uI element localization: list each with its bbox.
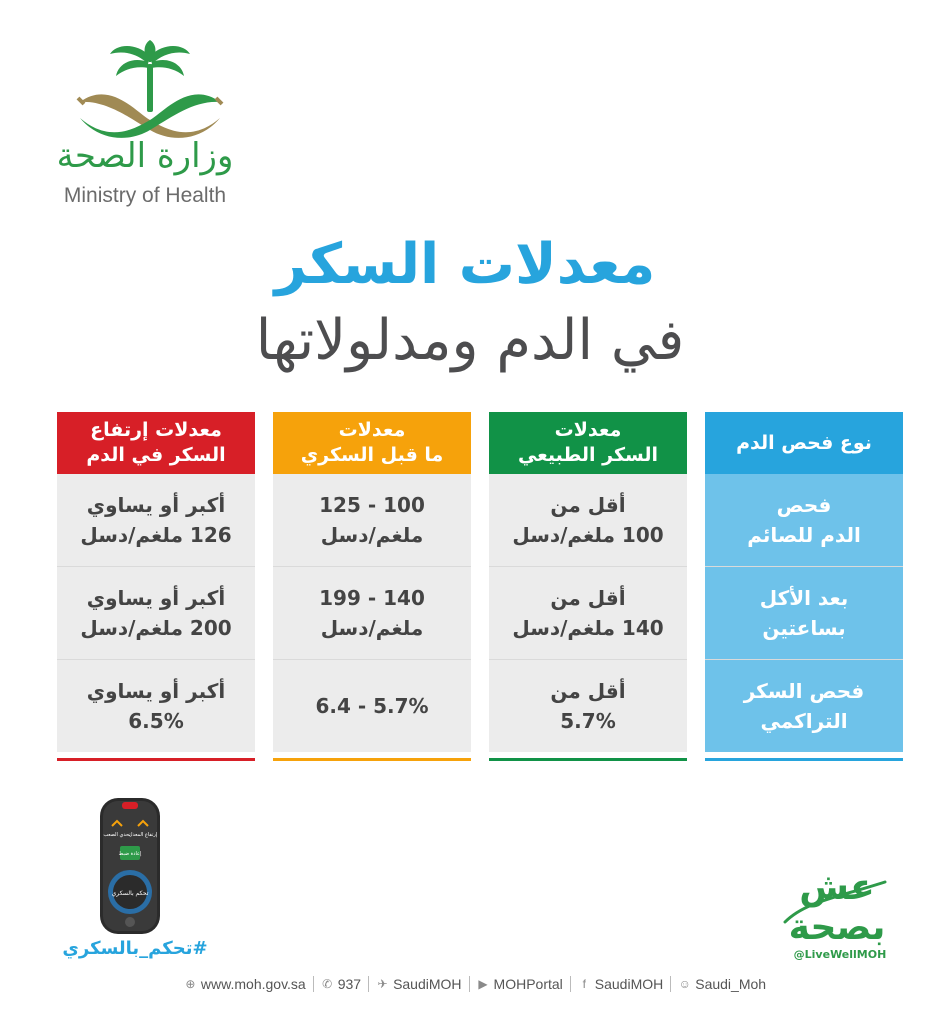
column-underline — [273, 758, 471, 761]
snapchat-icon: ☺ — [678, 976, 691, 991]
footer-item-snapchat[interactable] — [670, 976, 773, 992]
table-cell: 100 - 125 ملغم/دسل — [273, 474, 471, 567]
footer-text: 937 — [337, 976, 362, 992]
remote-button-label: إرتفاع المعدل — [128, 832, 158, 838]
column-underline — [57, 758, 255, 761]
livewell-handle: @LiveWellMOH — [793, 948, 887, 961]
ministry-name-english: Ministry of Health — [63, 184, 227, 207]
table-cell: فحص الدم للصائم — [705, 474, 903, 567]
globe-icon: ⊕ — [185, 976, 196, 991]
table-cell: أقل من 140 ملغم/دسل — [489, 567, 687, 660]
column-test-type — [705, 412, 903, 752]
remote-button-label: تحدي الصعب — [103, 832, 131, 838]
footer-text: SaudiMOH — [393, 976, 462, 992]
table-cell: أقل من 5.7% — [550, 679, 626, 733]
footer-text: Saudi_Moh — [695, 976, 767, 992]
table-cell: بعد الأكل بساعتين — [705, 567, 903, 660]
facebook-icon: f — [582, 976, 586, 991]
column-header: نوع فحص الدم — [705, 412, 903, 474]
remote-control-illustration — [98, 796, 162, 936]
twitter-icon: ✈ — [377, 976, 388, 991]
footer-contacts — [140, 972, 810, 996]
column-prediabetes-levels — [273, 412, 471, 752]
table-cell: أقل من 100 ملغم/دسل — [489, 474, 687, 567]
youtube-icon: ▶ — [478, 976, 488, 991]
footer-text: www.moh.gov.sa — [200, 976, 306, 992]
column-header: معدلات ما قبل السكري — [273, 412, 471, 474]
table-cell: أكبر أو يساوي 200 ملغم/دسل — [57, 567, 255, 660]
footer-item-youtube[interactable] — [469, 976, 570, 992]
ministry-name-arabic: وزارة الصحة — [56, 136, 234, 176]
livewell-logo-text: عش بصحة — [788, 867, 886, 948]
footer-item-website[interactable] — [177, 976, 313, 992]
hashtag-label: #تحكم_بالسكري — [62, 938, 208, 959]
footer-item-phone[interactable] — [313, 976, 368, 992]
table-cell: 5.7% - 6.4 — [315, 694, 429, 718]
footer-item-facebook[interactable] — [570, 976, 670, 992]
column-header: معدلات إرتفاع السكر في الدم — [57, 412, 255, 474]
footer-item-twitter[interactable] — [368, 976, 468, 992]
column-underline — [489, 758, 687, 761]
column-header: معدلات السكر الطبيعي — [489, 412, 687, 474]
remote-button-label: إعادة ضبط — [118, 851, 142, 857]
column-underline — [705, 758, 903, 761]
main-title: معدلات السكر — [274, 232, 656, 297]
phone-icon: ✆ — [322, 976, 333, 991]
footer-text: MOHPortal — [493, 976, 563, 992]
table-cell: أكبر أو يساوي 126 ملغم/دسل — [57, 474, 255, 567]
subtitle: في الدم ومدلولاتها — [255, 308, 685, 373]
table-cell: أكبر أو يساوي 6.5% — [86, 679, 226, 733]
footer-text: SaudiMOH — [594, 976, 664, 992]
column-high-levels — [57, 412, 255, 752]
column-normal-levels — [489, 412, 687, 752]
table-cell: فحص السكر التراكمي — [743, 679, 865, 733]
remote-dial-label: تحكم بالسكري — [111, 890, 149, 897]
table-cell: 140 - 199 ملغم/دسل — [273, 567, 471, 660]
